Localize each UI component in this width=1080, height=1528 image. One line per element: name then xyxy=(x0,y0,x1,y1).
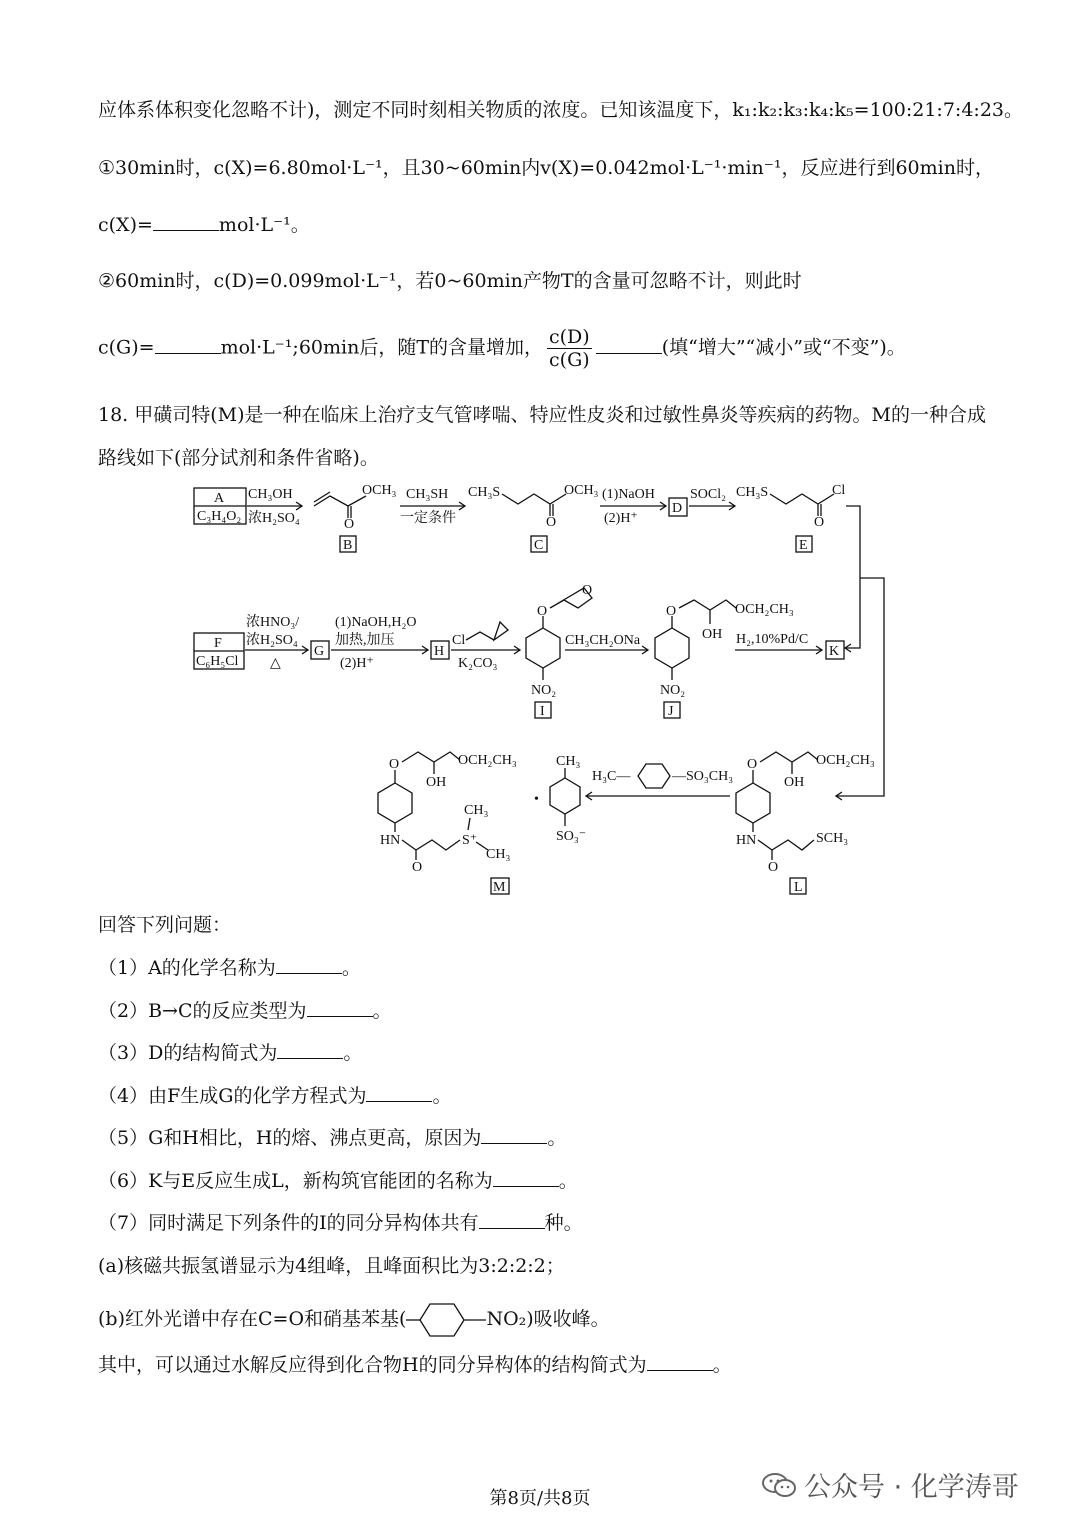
atom-O: O xyxy=(344,517,355,532)
final-question xyxy=(98,1352,732,1378)
label-A: A xyxy=(214,491,225,506)
group-CH3: CH₃ xyxy=(464,803,489,818)
reagent-F-G-heat: △ xyxy=(270,656,281,671)
epoxide-reagent xyxy=(466,622,508,640)
reagent-H3C: H₃C— xyxy=(592,769,631,784)
question-end: 。 xyxy=(547,1127,567,1149)
group-NO2: NO₂ xyxy=(486,1308,527,1330)
group-OH: OH xyxy=(426,775,447,790)
reagent-SO3CH3: —SO₃CH₃ xyxy=(672,769,734,784)
question-5 xyxy=(98,1125,566,1151)
reagent-B-C-bottom: 一定条件 xyxy=(400,511,456,526)
text-line-4: ②60min时，c(D)=0.099mol·L⁻¹，若0~60min产物T的含量可忽略不计，则此时 xyxy=(98,270,802,292)
fraction xyxy=(547,326,592,371)
label-K: K xyxy=(829,644,840,659)
answer-blank[interactable] xyxy=(366,1083,432,1102)
benzene-ring-M xyxy=(378,783,412,823)
answer-blank[interactable] xyxy=(647,1352,713,1371)
text-line-5 xyxy=(98,326,906,371)
atom-O: O xyxy=(666,604,677,619)
question-3 xyxy=(98,1040,362,1066)
group-OH: OH xyxy=(784,775,805,790)
group-SCH3: SCH₃ xyxy=(816,831,849,846)
question-18-line-1: 18. 甲磺司特(M)是一种在临床上治疗支气管哮喘、特应性皮炎和过敏性鼻炎等疾病的药物。M的一种合成 xyxy=(98,404,986,426)
atom-O: O xyxy=(389,757,400,772)
reagent-C-D-bottom: (2)H⁺ xyxy=(604,511,638,526)
atom-O: O xyxy=(582,583,593,598)
question-end: 。 xyxy=(432,1085,452,1107)
question-end: 。 xyxy=(341,957,361,979)
label-E: E xyxy=(799,538,808,553)
question-end: 。 xyxy=(712,1354,732,1376)
reagent-F-G-1: 浓HNO₃/ xyxy=(246,615,300,630)
question-text: （7）同时满足下列条件的I的同分异构体共有 xyxy=(98,1212,479,1234)
label-J: J xyxy=(668,704,674,719)
reagent-Cl: Cl xyxy=(452,633,466,648)
question-text: （5）G和H相比，H的熔、沸点更高，原因为 xyxy=(98,1127,482,1149)
group-HN: HN xyxy=(736,833,757,848)
label-D: D xyxy=(672,501,683,516)
answer-blank[interactable] xyxy=(479,1210,545,1229)
question-18-line-2: 路线如下(部分试剂和条件省略)。 xyxy=(98,447,379,469)
reagent-A-B-top: CH₃OH xyxy=(248,487,293,502)
label-L: L xyxy=(794,880,803,895)
unit: mol·L⁻¹。 xyxy=(218,214,310,236)
structure-E xyxy=(770,494,834,504)
fraction-denominator: c(G) xyxy=(549,349,590,371)
label-F: F xyxy=(214,636,222,651)
text-line-1: 应体系体积变化忽略不计)，测定不同时刻相关物质的浓度。已知该温度下，k₁:k₂:k₃:k₄:k₅=100:21:7:4:23。 xyxy=(98,99,1023,121)
question-text: 其中，可以通过水解反应得到化合物H的同分异构体的结构简式为 xyxy=(98,1354,647,1376)
answer-blank[interactable] xyxy=(155,335,221,354)
reagent-F-G-2: 浓H₂SO₄ xyxy=(246,633,298,648)
group-OH: OH xyxy=(702,627,723,642)
question-4 xyxy=(98,1083,451,1109)
unit: mol·L⁻¹;60min后，随T的含量增加， xyxy=(220,336,543,359)
structure-C xyxy=(502,494,566,504)
reagent-H-I-bottom: K₂CO₃ xyxy=(458,656,498,671)
page-number: 第8页/共8页 xyxy=(489,1488,591,1509)
reagent-C-D-top: (1)NaOH xyxy=(602,487,655,502)
group-OCH2CH3: OCH₂CH₃ xyxy=(816,753,875,768)
formula-F: C₆H₅Cl xyxy=(196,654,239,669)
group-NO2: NO₂ xyxy=(531,683,557,698)
condition-a: (a)核磁共振氢谱显示为4组峰，且峰面积比为3:2:2:2； xyxy=(98,1255,565,1277)
reagent-B-C-top: CH₃SH xyxy=(406,487,449,502)
label-G: G xyxy=(314,644,325,659)
label-I: I xyxy=(540,704,545,719)
reagent-G-H-2: 加热,加压 xyxy=(335,633,395,648)
group-CH3: CH₃ xyxy=(556,754,581,769)
condition-b-text: (b)红外光谱中存在C=O和硝基苯基( xyxy=(98,1308,407,1330)
hint: (填“增大”“减小”或“不变”)。 xyxy=(661,336,906,359)
atom-O: O xyxy=(747,757,758,772)
benzene-ring-J xyxy=(655,628,689,668)
answer-blank[interactable] xyxy=(276,955,342,974)
question-text: （1）A的化学名称为 xyxy=(98,957,276,979)
benzene-ring-L xyxy=(736,783,770,823)
watermark-text: 公众号 · 化学涛哥 xyxy=(804,1472,1019,1503)
answer-blank[interactable] xyxy=(493,1168,559,1187)
group-CH3S: CH₃S xyxy=(736,485,769,500)
benzene-ring-tosylate xyxy=(550,778,580,814)
condition-b-end: )吸收峰。 xyxy=(526,1308,610,1330)
atom-O: O xyxy=(537,604,548,619)
atom-O: O xyxy=(768,860,779,875)
reagent-G-H-1: (1)NaOH,H₂O xyxy=(335,615,417,630)
answer-blank[interactable] xyxy=(481,1125,547,1144)
question-2 xyxy=(98,998,392,1024)
label-B: B xyxy=(343,538,353,553)
label-M: M xyxy=(493,880,506,895)
group-OCH3: OCH₃ xyxy=(564,483,599,498)
answer-blank[interactable] xyxy=(153,212,219,231)
answer-blank[interactable] xyxy=(277,1040,343,1059)
question-end: 。 xyxy=(372,1000,392,1022)
group-CH3S: CH₃S xyxy=(468,485,501,500)
question-end: 。 xyxy=(343,1042,363,1064)
question-text: （4）由F生成G的化学方程式为 xyxy=(98,1085,367,1107)
reagent-I-J: CH₃CH₂ONa xyxy=(565,633,641,648)
condition-b xyxy=(98,1300,610,1340)
atom-S-plus: S⁺ xyxy=(462,833,478,848)
text-line-2: ①30min时，c(X)=6.80mol·L⁻¹，且30~60min内v(X)=0.042mol·L⁻¹·min⁻¹，反应进行到60min时， xyxy=(98,157,994,179)
watermark xyxy=(762,1465,1019,1504)
atom-O: O xyxy=(412,860,423,875)
wechat-icon xyxy=(762,1472,796,1498)
formula-A: C₃H₄O₂ xyxy=(197,509,242,524)
atom-Cl: Cl xyxy=(832,483,846,498)
reagent-benzene-ring xyxy=(638,764,670,788)
question-6 xyxy=(98,1168,578,1194)
question-text: （6）K与E反应生成L，新构筑官能团的名称为 xyxy=(98,1170,493,1192)
label: c(G)= xyxy=(98,336,155,359)
nitrophenyl-icon xyxy=(406,1300,486,1340)
question-7 xyxy=(98,1210,583,1236)
question-1 xyxy=(98,955,361,981)
arrow-E-K xyxy=(845,506,860,648)
atom-O: O xyxy=(546,515,557,530)
answer-blank[interactable] xyxy=(307,998,373,1017)
reagent-A-B-bottom: 浓H₂SO₄ xyxy=(248,511,300,526)
questions-intro: 回答下列问题： xyxy=(98,914,232,936)
group-OCH2CH3: OCH₂CH₃ xyxy=(735,602,794,617)
question-text: （2）B→C的反应类型为 xyxy=(98,1000,307,1022)
answer-blank[interactable] xyxy=(596,335,662,354)
reagent-G-H-3: (2)H⁺ xyxy=(340,656,374,671)
reagent-J-K: H₂,10%Pd/C xyxy=(736,632,809,647)
group-SO3-minus: SO₃⁻ xyxy=(556,829,587,844)
fraction-numerator: c(D) xyxy=(549,326,590,348)
question-end: 。 xyxy=(558,1170,578,1192)
group-CH3: CH₃ xyxy=(486,847,511,862)
label-H: H xyxy=(434,644,445,659)
reagent-D-E: SOCl₂ xyxy=(690,487,727,502)
question-end: 种。 xyxy=(544,1212,583,1234)
benzene-ring-I xyxy=(526,628,560,668)
text-line-3 xyxy=(98,212,310,238)
label: c(X)= xyxy=(98,214,153,236)
group-HN: HN xyxy=(380,833,401,848)
question-text: （3）D的结构简式为 xyxy=(98,1042,278,1064)
salt-dot: • xyxy=(534,792,539,807)
atom-O: O xyxy=(814,515,825,530)
group-OCH3: OCH₃ xyxy=(362,483,397,498)
label-C: C xyxy=(534,538,544,553)
group-OCH2CH3: OCH₂CH₃ xyxy=(458,753,517,768)
synthesis-scheme xyxy=(190,478,900,903)
group-NO2: NO₂ xyxy=(660,683,686,698)
